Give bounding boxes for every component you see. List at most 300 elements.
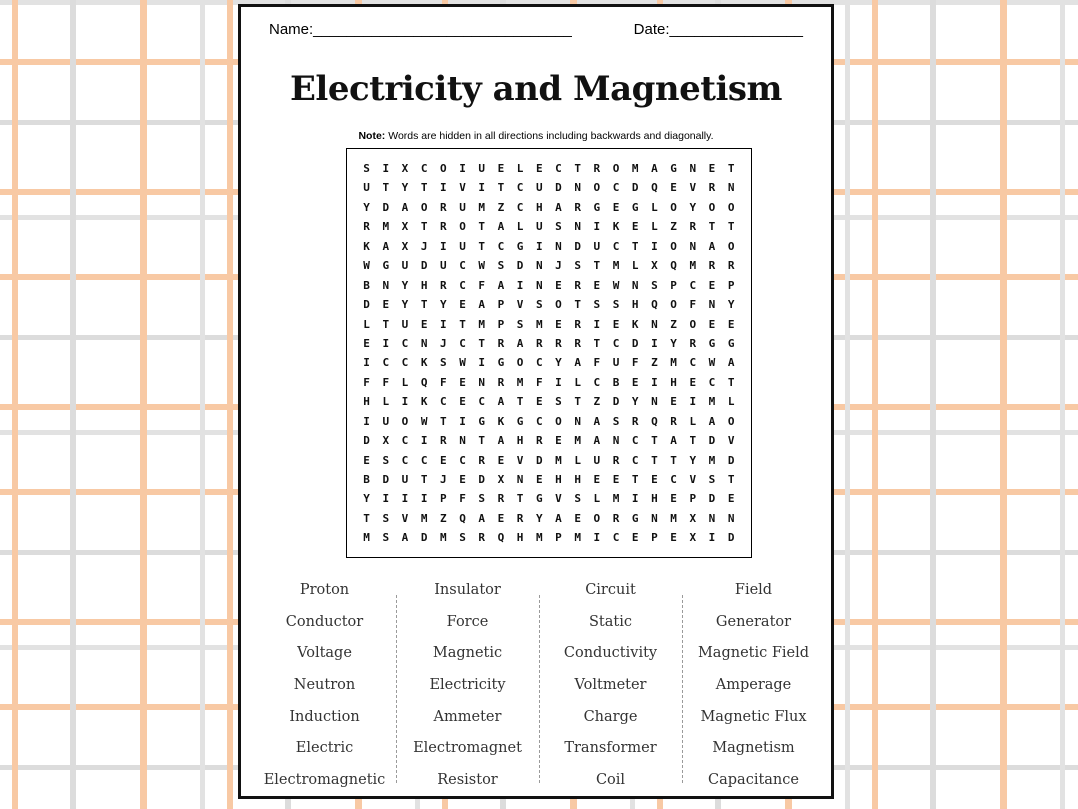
grid-letter[interactable]: C (401, 356, 409, 370)
grid-letter[interactable]: D (727, 453, 735, 467)
grid-letter[interactable]: G (478, 414, 486, 428)
grid-letter[interactable]: R (574, 200, 581, 214)
grid-letter[interactable]: C (420, 162, 428, 175)
grid-letter[interactable]: T (516, 395, 524, 409)
grid-letter[interactable]: D (727, 531, 735, 545)
grid-letter[interactable]: N (708, 298, 716, 312)
grid-letter[interactable]: E (670, 492, 677, 506)
grid-letter[interactable]: I (651, 239, 658, 253)
grid-letter[interactable]: T (459, 317, 466, 331)
grid-letter[interactable]: L (651, 220, 658, 234)
grid-letter[interactable]: E (612, 317, 620, 331)
grid-letter[interactable]: L (727, 395, 735, 409)
grid-letter[interactable]: W (459, 356, 466, 370)
grid-letter[interactable]: E (708, 162, 716, 175)
grid-letter[interactable]: E (363, 453, 370, 467)
grid-letter[interactable]: I (651, 336, 658, 350)
grid-letter[interactable]: N (459, 434, 466, 448)
grid-letter[interactable]: E (631, 375, 639, 389)
grid-letter[interactable]: C (382, 356, 390, 370)
grid-letter[interactable]: U (440, 259, 447, 273)
grid-letter[interactable]: L (574, 375, 581, 389)
grid-letter[interactable]: E (631, 531, 639, 545)
grid-letter[interactable]: E (497, 453, 505, 467)
grid-letter[interactable]: M (670, 511, 677, 525)
grid-letter[interactable]: Y (440, 298, 447, 312)
grid-letter[interactable]: S (574, 492, 581, 506)
grid-letter[interactable]: H (363, 395, 370, 409)
grid-letter[interactable]: D (535, 453, 543, 467)
grid-letter[interactable]: T (651, 453, 658, 467)
grid-letter[interactable]: D (478, 473, 486, 486)
grid-letter[interactable]: C (497, 239, 505, 253)
grid-letter[interactable]: S (708, 473, 716, 486)
grid-letter[interactable]: O (593, 511, 601, 525)
grid-letter[interactable]: S (651, 278, 658, 292)
grid-letter[interactable]: H (516, 531, 524, 545)
grid-letter[interactable]: R (497, 336, 505, 350)
grid-letter[interactable]: R (727, 259, 735, 273)
grid-letter[interactable]: G (727, 336, 735, 350)
grid-letter[interactable]: Z (593, 395, 601, 409)
grid-letter[interactable]: E (574, 511, 581, 525)
grid-letter[interactable]: T (689, 434, 697, 448)
grid-letter[interactable]: E (670, 181, 677, 195)
grid-letter[interactable]: E (727, 317, 735, 331)
grid-letter[interactable]: Z (497, 200, 505, 214)
grid-letter[interactable]: E (459, 298, 466, 312)
grid-letter[interactable]: E (497, 511, 505, 525)
grid-letter[interactable]: M (708, 453, 716, 467)
grid-letter[interactable]: A (497, 395, 505, 409)
grid-letter[interactable]: R (363, 220, 370, 234)
grid-letter[interactable]: R (593, 162, 601, 175)
grid-letter[interactable]: N (478, 375, 486, 389)
grid-letter[interactable]: D (420, 531, 428, 545)
grid-letter[interactable]: A (401, 200, 409, 214)
grid-letter[interactable]: O (727, 239, 735, 253)
grid-letter[interactable]: H (574, 473, 581, 486)
grid-letter[interactable]: C (459, 278, 466, 292)
grid-letter[interactable]: O (401, 414, 409, 428)
grid-letter[interactable]: T (670, 453, 677, 467)
grid-letter[interactable]: N (651, 395, 658, 409)
grid-letter[interactable]: U (612, 356, 620, 370)
grid-letter[interactable]: U (535, 181, 543, 195)
grid-letter[interactable]: A (574, 356, 581, 370)
grid-letter[interactable]: N (727, 511, 735, 525)
grid-letter[interactable]: U (401, 259, 409, 273)
grid-letter[interactable]: P (651, 531, 658, 545)
grid-letter[interactable]: M (478, 200, 486, 214)
grid-letter[interactable]: R (478, 453, 486, 467)
grid-letter[interactable]: U (593, 239, 601, 253)
grid-letter[interactable]: C (555, 162, 562, 175)
grid-letter[interactable]: M (708, 395, 716, 409)
grid-letter[interactable]: S (555, 220, 562, 234)
grid-letter[interactable]: D (516, 259, 524, 273)
grid-letter[interactable]: T (574, 162, 581, 175)
grid-letter[interactable]: N (574, 220, 581, 234)
grid-letter[interactable]: I (382, 492, 390, 506)
grid-letter[interactable]: L (689, 414, 697, 428)
grid-letter[interactable]: C (401, 453, 409, 467)
grid-letter[interactable]: T (497, 181, 505, 195)
grid-letter[interactable]: N (574, 181, 581, 195)
grid-letter[interactable]: Z (651, 356, 658, 370)
grid-letter[interactable]: N (574, 414, 581, 428)
grid-letter[interactable]: Y (631, 395, 639, 409)
grid-letter[interactable]: C (516, 200, 524, 214)
grid-letter[interactable]: W (478, 259, 486, 273)
grid-letter[interactable]: M (535, 317, 543, 331)
grid-letter[interactable]: Y (535, 511, 543, 525)
grid-letter[interactable]: N (612, 434, 620, 448)
grid-letter[interactable]: I (363, 356, 370, 370)
grid-letter[interactable]: V (516, 453, 524, 467)
grid-letter[interactable]: T (478, 336, 486, 350)
grid-letter[interactable]: O (612, 162, 620, 175)
grid-letter[interactable]: X (651, 259, 658, 273)
grid-letter[interactable]: T (363, 511, 370, 525)
grid-letter[interactable]: M (555, 453, 562, 467)
grid-letter[interactable]: X (401, 162, 409, 175)
grid-letter[interactable]: N (689, 162, 697, 175)
grid-letter[interactable]: E (593, 473, 601, 486)
grid-letter[interactable]: P (727, 278, 735, 292)
grid-letter[interactable]: C (440, 395, 447, 409)
grid-letter[interactable]: N (708, 511, 716, 525)
grid-letter[interactable]: M (670, 356, 677, 370)
grid-letter[interactable]: F (382, 375, 390, 389)
grid-letter[interactable]: X (689, 531, 697, 545)
grid-letter[interactable]: H (555, 473, 562, 486)
grid-letter[interactable]: C (459, 336, 466, 350)
grid-letter[interactable]: I (708, 531, 716, 545)
grid-letter[interactable]: S (574, 259, 581, 273)
grid-letter[interactable]: N (516, 473, 524, 486)
grid-letter[interactable]: E (593, 278, 601, 292)
grid-letter[interactable]: D (420, 259, 428, 273)
grid-letter[interactable]: B (612, 375, 620, 389)
date-field[interactable]: Date:________________ (633, 21, 803, 38)
grid-letter[interactable]: J (420, 239, 428, 253)
grid-letter[interactable]: T (631, 473, 639, 486)
grid-letter[interactable]: H (670, 375, 677, 389)
grid-letter[interactable]: C (516, 181, 524, 195)
grid-letter[interactable]: A (478, 511, 486, 525)
grid-letter[interactable]: R (440, 278, 447, 292)
grid-letter[interactable]: W (363, 259, 370, 273)
grid-letter[interactable]: T (574, 395, 581, 409)
grid-letter[interactable]: C (670, 473, 677, 486)
grid-letter[interactable]: K (497, 414, 505, 428)
grid-letter[interactable]: D (363, 298, 370, 312)
grid-letter[interactable]: G (670, 162, 677, 175)
grid-letter[interactable]: E (670, 531, 677, 545)
grid-letter[interactable]: D (708, 492, 716, 506)
grid-letter[interactable]: I (593, 531, 601, 545)
grid-letter[interactable]: Y (401, 181, 409, 195)
grid-letter[interactable]: I (363, 414, 370, 428)
grid-letter[interactable]: Z (440, 511, 447, 525)
grid-letter[interactable]: E (382, 298, 390, 312)
grid-letter[interactable]: Y (689, 200, 697, 214)
grid-letter[interactable]: Y (363, 200, 370, 214)
grid-letter[interactable]: J (555, 259, 562, 273)
grid-letter[interactable]: D (612, 395, 620, 409)
grid-letter[interactable]: K (420, 395, 428, 409)
grid-letter[interactable]: N (631, 278, 639, 292)
grid-letter[interactable]: D (631, 181, 639, 195)
grid-letter[interactable]: S (593, 298, 601, 312)
grid-letter[interactable]: C (420, 453, 428, 467)
grid-letter[interactable]: N (420, 336, 428, 350)
grid-letter[interactable]: I (382, 162, 390, 175)
grid-letter[interactable]: R (497, 492, 505, 506)
grid-letter[interactable]: E (497, 162, 505, 175)
grid-letter[interactable]: Q (651, 298, 658, 312)
grid-letter[interactable]: C (689, 356, 697, 370)
grid-letter[interactable]: C (459, 259, 466, 273)
grid-letter[interactable]: J (440, 336, 447, 350)
grid-letter[interactable]: P (670, 278, 677, 292)
grid-letter[interactable]: N (651, 511, 658, 525)
grid-letter[interactable]: O (593, 181, 601, 195)
grid-letter[interactable]: A (670, 434, 677, 448)
grid-letter[interactable]: G (382, 259, 390, 273)
grid-letter[interactable]: M (516, 375, 524, 389)
grid-letter[interactable]: W (612, 278, 620, 292)
grid-letter[interactable]: E (555, 317, 562, 331)
grid-letter[interactable]: T (727, 220, 735, 234)
grid-letter[interactable]: Y (727, 298, 735, 312)
grid-letter[interactable]: A (478, 298, 486, 312)
grid-letter[interactable]: C (689, 278, 697, 292)
grid-letter[interactable]: T (593, 259, 601, 273)
grid-letter[interactable]: I (440, 317, 447, 331)
grid-letter[interactable]: M (440, 531, 447, 545)
grid-letter[interactable]: X (401, 239, 409, 253)
grid-letter[interactable]: C (535, 414, 543, 428)
grid-letter[interactable]: T (593, 336, 601, 350)
grid-letter[interactable]: U (535, 220, 543, 234)
grid-letter[interactable]: Y (689, 453, 697, 467)
grid-letter[interactable]: N (689, 239, 697, 253)
grid-letter[interactable]: A (497, 434, 505, 448)
grid-letter[interactable]: G (516, 239, 524, 253)
grid-letter[interactable]: C (459, 453, 466, 467)
grid-letter[interactable]: R (612, 511, 620, 525)
grid-letter[interactable]: Y (555, 356, 562, 370)
grid-letter[interactable]: R (535, 336, 543, 350)
grid-letter[interactable]: U (401, 317, 409, 331)
grid-letter[interactable]: O (670, 239, 677, 253)
grid-letter[interactable]: I (382, 336, 390, 350)
grid-letter[interactable]: T (727, 473, 735, 486)
grid-letter[interactable]: C (631, 434, 639, 448)
grid-letter[interactable]: R (708, 181, 716, 195)
grid-letter[interactable]: P (497, 298, 505, 312)
grid-letter[interactable]: S (459, 531, 466, 545)
grid-letter[interactable]: S (612, 414, 620, 428)
grid-letter[interactable]: S (497, 259, 505, 273)
grid-letter[interactable]: C (612, 531, 620, 545)
grid-letter[interactable]: E (651, 473, 658, 486)
grid-letter[interactable]: D (363, 434, 370, 448)
grid-letter[interactable]: A (401, 531, 409, 545)
grid-letter[interactable]: B (363, 473, 370, 486)
grid-letter[interactable]: G (631, 200, 639, 214)
grid-letter[interactable]: M (612, 492, 620, 506)
grid-letter[interactable]: L (363, 317, 370, 331)
grid-letter[interactable]: I (478, 181, 486, 195)
grid-letter[interactable]: O (555, 298, 562, 312)
grid-letter[interactable]: L (516, 162, 524, 175)
grid-letter[interactable]: R (574, 336, 581, 350)
grid-letter[interactable]: N (382, 278, 390, 292)
grid-letter[interactable]: N (555, 239, 562, 253)
grid-letter[interactable]: E (727, 492, 735, 506)
grid-letter[interactable]: E (459, 375, 466, 389)
grid-letter[interactable]: A (555, 511, 562, 525)
grid-letter[interactable]: Y (363, 492, 370, 506)
grid-letter[interactable]: D (631, 336, 639, 350)
grid-letter[interactable]: R (670, 414, 677, 428)
grid-letter[interactable]: L (593, 492, 601, 506)
grid-letter[interactable]: O (689, 317, 697, 331)
grid-letter[interactable]: F (459, 492, 466, 506)
grid-letter[interactable]: E (689, 375, 697, 389)
grid-letter[interactable]: L (401, 375, 409, 389)
grid-letter[interactable]: H (516, 434, 524, 448)
grid-letter[interactable]: E (420, 317, 428, 331)
grid-letter[interactable]: T (478, 434, 486, 448)
grid-letter[interactable]: L (382, 395, 390, 409)
grid-letter[interactable]: R (516, 511, 524, 525)
grid-letter[interactable]: F (593, 356, 601, 370)
grid-letter[interactable]: R (555, 336, 562, 350)
grid-letter[interactable]: R (440, 220, 447, 234)
grid-letter[interactable]: C (612, 336, 620, 350)
grid-letter[interactable]: V (516, 298, 524, 312)
grid-letter[interactable]: M (689, 259, 697, 273)
grid-letter[interactable]: T (440, 414, 447, 428)
grid-letter[interactable]: X (401, 220, 409, 234)
grid-letter[interactable]: O (516, 356, 524, 370)
grid-letter[interactable]: S (382, 511, 390, 525)
grid-letter[interactable]: A (497, 278, 505, 292)
grid-letter[interactable]: S (440, 356, 447, 370)
grid-letter[interactable]: T (727, 375, 735, 389)
grid-letter[interactable]: M (478, 317, 486, 331)
grid-letter[interactable]: R (497, 375, 505, 389)
grid-letter[interactable]: H (651, 492, 658, 506)
grid-letter[interactable]: O (727, 414, 735, 428)
grid-letter[interactable]: V (401, 511, 409, 525)
grid-letter[interactable]: E (555, 278, 562, 292)
grid-letter[interactable]: I (535, 239, 543, 253)
grid-letter[interactable]: B (363, 278, 370, 292)
grid-letter[interactable]: U (382, 414, 390, 428)
grid-letter[interactable]: U (363, 181, 370, 195)
grid-letter[interactable]: L (651, 200, 658, 214)
grid-letter[interactable]: S (516, 317, 524, 331)
grid-letter[interactable]: W (420, 414, 428, 428)
grid-letter[interactable]: S (382, 531, 390, 545)
grid-letter[interactable]: Q (670, 259, 677, 273)
grid-letter[interactable]: K (420, 356, 428, 370)
grid-letter[interactable]: C (612, 239, 620, 253)
grid-letter[interactable]: C (535, 356, 543, 370)
grid-letter[interactable]: R (612, 453, 620, 467)
grid-letter[interactable]: U (459, 239, 466, 253)
grid-letter[interactable]: G (497, 356, 505, 370)
grid-letter[interactable]: W (708, 356, 716, 370)
grid-letter[interactable]: U (459, 200, 466, 214)
grid-letter[interactable]: F (363, 375, 370, 389)
grid-letter[interactable]: A (708, 239, 716, 253)
grid-letter[interactable]: D (382, 473, 390, 486)
grid-letter[interactable]: F (478, 278, 486, 292)
grid-letter[interactable]: Y (670, 336, 677, 350)
grid-letter[interactable]: C (401, 434, 409, 448)
grid-letter[interactable]: T (727, 162, 735, 175)
grid-letter[interactable]: C (612, 181, 620, 195)
grid-letter[interactable]: O (440, 162, 447, 175)
grid-letter[interactable]: E (440, 453, 447, 467)
grid-letter[interactable]: E (363, 336, 370, 350)
grid-letter[interactable]: S (555, 395, 562, 409)
grid-letter[interactable]: A (497, 220, 505, 234)
grid-letter[interactable]: I (401, 395, 409, 409)
name-field[interactable]: Name:_______________________________ (269, 21, 572, 38)
grid-letter[interactable]: G (535, 492, 543, 506)
grid-letter[interactable]: I (593, 220, 601, 234)
grid-letter[interactable]: E (708, 317, 716, 331)
grid-letter[interactable]: Q (651, 414, 658, 428)
grid-letter[interactable]: E (459, 473, 466, 486)
grid-letter[interactable]: T (382, 317, 390, 331)
grid-letter[interactable]: Q (420, 375, 428, 389)
grid-letter[interactable]: I (440, 239, 447, 253)
grid-letter[interactable]: A (593, 434, 601, 448)
grid-letter[interactable]: P (689, 492, 697, 506)
grid-letter[interactable]: D (574, 239, 581, 253)
grid-letter[interactable]: I (593, 317, 601, 331)
grid-letter[interactable]: I (420, 492, 428, 506)
grid-letter[interactable]: E (631, 220, 639, 234)
grid-letter[interactable]: V (727, 434, 735, 448)
grid-letter[interactable]: R (574, 278, 581, 292)
grid-letter[interactable]: T (420, 298, 428, 312)
grid-letter[interactable]: O (555, 414, 562, 428)
grid-letter[interactable]: H (420, 278, 428, 292)
grid-letter[interactable]: A (651, 162, 658, 175)
grid-letter[interactable]: O (670, 200, 677, 214)
grid-letter[interactable]: M (420, 511, 428, 525)
grid-letter[interactable]: G (708, 336, 716, 350)
grid-letter[interactable]: M (612, 259, 620, 273)
grid-letter[interactable]: O (459, 220, 466, 234)
grid-letter[interactable]: I (516, 278, 524, 292)
grid-letter[interactable]: E (459, 395, 466, 409)
grid-letter[interactable]: S (363, 162, 370, 175)
grid-letter[interactable]: A (708, 414, 716, 428)
grid-letter[interactable]: I (401, 492, 409, 506)
grid-letter[interactable]: I (631, 492, 639, 506)
grid-letter[interactable]: T (420, 220, 428, 234)
